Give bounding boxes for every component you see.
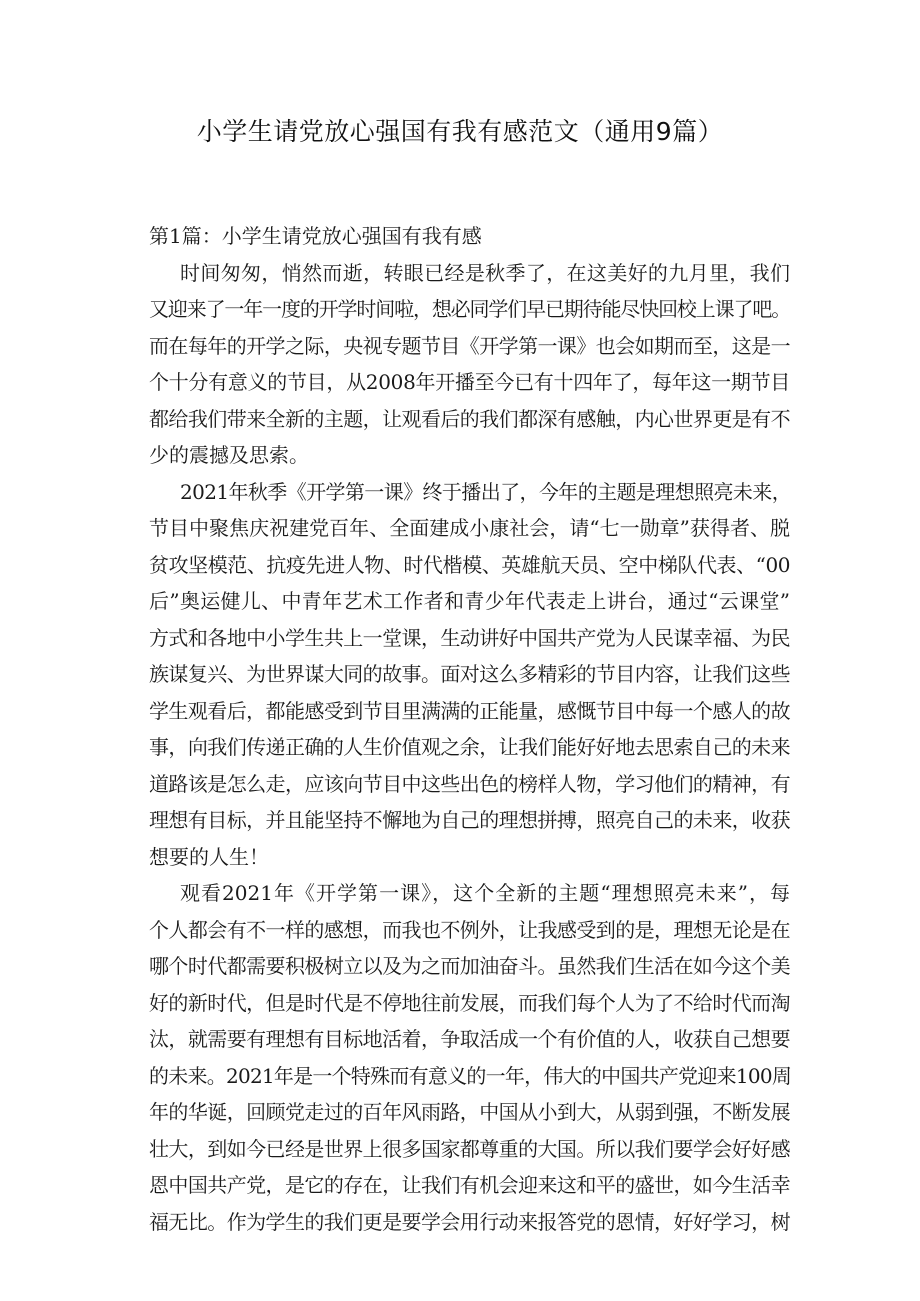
text-line: 个人都会有不一样的感想，而我也不例外，让我感受到的是，理想无论是在 bbox=[149, 917, 790, 942]
text-line: 贫攻坚模范、抗疫先进人物、时代楷模、英雄航天员、空中梯队代表、“00 bbox=[149, 552, 790, 577]
section-heading: 第1篇：小学生请党放心强国有我有感 bbox=[149, 224, 482, 248]
text-line: 节目中聚焦庆祝建党百年、全面建成小康社会，请“七一勋章”获得者、脱 bbox=[149, 516, 790, 540]
text-line: 少的震撼及思索。 bbox=[149, 443, 309, 467]
text-line: 哪个时代都需要积极树立以及为之而加油奋斗。虽然我们生活在如今这个美 bbox=[149, 954, 790, 978]
paragraph-2 bbox=[140, 474, 790, 876]
document-body bbox=[140, 218, 790, 1240]
text-line: 恩中国共产党，是它的存在，让我们有机会迎来这和平的盛世，如今生活幸 bbox=[149, 1173, 790, 1197]
text-line: 时间匆匆，悄然而逝，转眼已经是秋季了，在这美好的九月里，我们 bbox=[180, 260, 790, 285]
text-line: 方式和各地中小学生共上一堂课，生动讲好中国共产党为人民谋幸福、为民 bbox=[149, 625, 790, 650]
text-line: 年的华诞，回顾党走过的百年风雨路，中国从小到大，从弱到强，不断发展 bbox=[149, 1100, 790, 1124]
paragraph-1 bbox=[140, 255, 790, 474]
text-line: 学生观看后，都能感受到节目里满满的正能量，感慨节目中每一个感人的故 bbox=[149, 698, 790, 723]
text-line: 事，向我们传递正确的人生价值观之余，让我们能好好地去思索自己的未来 bbox=[149, 735, 790, 759]
text-line: 都给我们带来全新的主题，让观看后的我们都深有感触，内心世界更是有不 bbox=[149, 406, 790, 431]
text-line: 后”奥运健儿、中青年艺术工作者和青少年代表走上讲台，通过“云课堂” bbox=[149, 589, 790, 613]
text-line: 2021年秋季《开学第一课》终于播出了，今年的主题是理想照亮未来， bbox=[180, 479, 792, 504]
text-line: 壮大，到如今已经是世界上很多国家都尊重的大国。所以我们要学会好好感 bbox=[149, 1136, 790, 1161]
text-line: 又迎来了一年一度的开学时间啦，想必同学们早已期待能尽快回校上课了吧。 bbox=[149, 297, 790, 321]
text-line: 观看2021年《开学第一课》，这个全新的主题“理想照亮未来”，每 bbox=[180, 881, 790, 905]
text-line: 想要的人生！ bbox=[149, 844, 269, 869]
document-title: 小学生请党放心强国有我有感范文（通用9篇） bbox=[196, 117, 724, 146]
text-line: 好的新时代，但是时代是不停地往前发展，而我们每个人为了不给时代而淘 bbox=[149, 990, 790, 1015]
paragraph-3 bbox=[140, 875, 790, 1240]
text-line: 个十分有意义的节目，从2008年开播至今已有十四年了，每年这一期节目 bbox=[149, 370, 790, 394]
text-line: 汰，就需要有理想有目标地活着，争取活成一个有价值的人，收获自己想要 bbox=[149, 1027, 790, 1051]
text-line: 福无比。作为学生的我们更是要学会用行动来报答党的恩情，好好学习，树 bbox=[149, 1209, 790, 1234]
text-line: 的未来。2021年是一个特殊而有意义的一年，伟大的中国共产党迎来100周 bbox=[149, 1063, 792, 1088]
text-line: 族谋复兴、为世界谋大同的故事。面对这么多精彩的节目内容，让我们这些 bbox=[149, 662, 790, 686]
text-line: 道路该是怎么走，应该向节目中这些出色的榜样人物，学习他们的精神，有 bbox=[149, 771, 790, 796]
text-line: 理想有目标，并且能坚持不懈地为自己的理想拼搏，照亮自己的未来，收获 bbox=[149, 808, 790, 832]
text-line: 而在每年的开学之际，央视专题节目《开学第一课》也会如期而至，这是一 bbox=[149, 333, 790, 358]
